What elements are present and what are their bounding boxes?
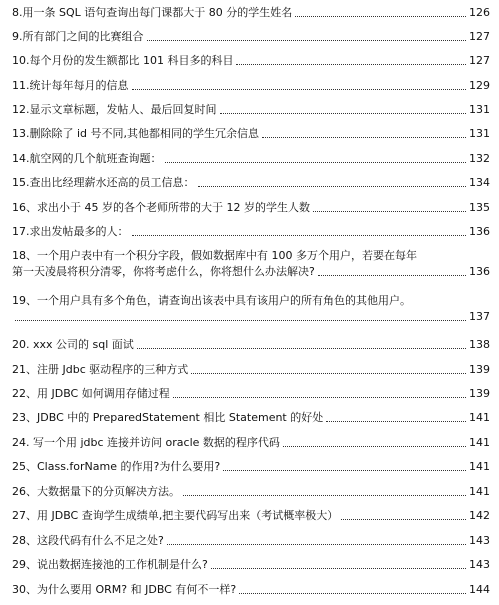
toc-entry-title: 12.显示文章标题，发帖人、最后回复时间 — [12, 103, 217, 116]
dot-leader — [173, 397, 466, 398]
toc-entry-title: 27、用 JDBC 查询学生成绩单,把主要代码写出来（考试概率极大） — [12, 509, 339, 522]
toc-entry-title: 23、JDBC 中的 PreparedStatement 相比 Statement 的好处 — [12, 411, 324, 424]
toc-entry-21[interactable] — [12, 363, 490, 377]
toc-entry-page: 127 — [469, 54, 490, 67]
toc-entry-11[interactable] — [12, 79, 490, 93]
toc-entry-title: 8.用一条 SQL 语句查询出每门课都大于 80 分的学生姓名 — [12, 6, 293, 19]
toc-entry-line2 — [12, 265, 490, 279]
dot-leader — [183, 495, 466, 496]
toc-entry-30[interactable] — [12, 583, 490, 597]
toc-entry-page: 132 — [469, 152, 490, 165]
toc-entry-29[interactable] — [12, 558, 490, 572]
toc-entry-page: 131 — [469, 103, 490, 116]
dot-leader — [262, 137, 466, 138]
dot-leader — [211, 568, 466, 569]
toc-entry-title: 14.航空网的几个航班查询题： — [12, 152, 162, 165]
dot-leader — [313, 211, 466, 212]
dot-leader — [137, 348, 466, 349]
dot-leader — [132, 235, 467, 236]
toc-entry-title: 11.统计每年每月的信息 — [12, 79, 129, 92]
toc-entry-title-line1: 18、一个用户表中有一个积分字段，假如数据库中有 100 多万个用户，若要在每年 — [12, 249, 417, 262]
toc-entry-14[interactable] — [12, 152, 490, 166]
dot-leader — [165, 162, 467, 163]
dot-leader — [198, 186, 467, 187]
toc-entry-26[interactable] — [12, 485, 490, 499]
toc-entry-title: 15.查出比经理薪水还高的员工信息： — [12, 176, 195, 189]
toc-entry-17[interactable] — [12, 225, 490, 239]
dot-leader — [283, 446, 466, 447]
toc-entry-title: 20. xxx 公司的 sql 面试 — [12, 338, 134, 351]
toc-entry-10[interactable] — [12, 54, 490, 68]
toc-entry-page: 136 — [469, 265, 490, 278]
toc-entry-title: 29、说出数据连接池的工作机制是什么? — [12, 558, 208, 571]
toc-entry-page: 139 — [469, 387, 490, 400]
toc-entry-23[interactable] — [12, 411, 490, 425]
toc-entry-page: 141 — [469, 411, 490, 424]
dot-leader — [223, 470, 466, 471]
toc-entry-page: 127 — [469, 30, 490, 43]
toc-entry-page: 131 — [469, 127, 490, 140]
toc-entry-title: 24. 写一个用 jdbc 连接并访问 oracle 数据的程序代码 — [12, 436, 280, 449]
dot-leader — [191, 373, 466, 374]
toc-entry-page: 142 — [469, 509, 490, 522]
toc-entry-line2 — [12, 310, 490, 324]
toc-entry-title: 30、为什么要用 ORM? 和 JDBC 有何不一样? — [12, 583, 237, 596]
toc-entry-28[interactable] — [12, 534, 490, 548]
dot-leader — [318, 275, 466, 276]
toc-entry-20[interactable] — [12, 338, 490, 352]
toc-entry-8[interactable] — [12, 6, 490, 20]
dot-leader — [167, 544, 466, 545]
toc-entry-27[interactable] — [12, 509, 490, 523]
toc-entry-page: 141 — [469, 460, 490, 473]
dot-leader — [341, 519, 466, 520]
dot-leader — [220, 113, 467, 114]
toc-entry-page: 135 — [469, 201, 490, 214]
toc-entry-16[interactable] — [12, 201, 490, 215]
toc-entry-page: 138 — [469, 338, 490, 351]
toc-entry-title: 26、大数据量下的分页解决方法。 — [12, 485, 180, 498]
toc-entry-18[interactable] — [12, 249, 490, 279]
toc-entry-13[interactable] — [12, 127, 490, 141]
toc-entry-title: 9.所有部门之间的比赛组合 — [12, 30, 144, 43]
toc-entry-page: 143 — [469, 558, 490, 571]
toc-entry-22[interactable] — [12, 387, 490, 401]
toc-entry-page: 143 — [469, 534, 490, 547]
toc-entry-page: 141 — [469, 436, 490, 449]
toc-entry-title: 22、用 JDBC 如何调用存储过程 — [12, 387, 170, 400]
toc-entry-title: 16、求出小于 45 岁的各个老师所带的大于 12 岁的学生人数 — [12, 201, 310, 214]
table-of-contents — [12, 0, 490, 605]
toc-entry-title-line1: 19、一个用户具有多个角色，请查询出该表中具有该用户的所有角色的其他用户。 — [12, 294, 411, 307]
toc-entry-title: 17.求出发帖最多的人： — [12, 225, 129, 238]
toc-entry-page: 134 — [469, 176, 490, 189]
dot-leader — [239, 593, 466, 594]
toc-entry-title: 13.删除除了 id 号不同,其他都相同的学生冗余信息 — [12, 127, 260, 140]
toc-entry-title: 28、这段代码有什么不足之处? — [12, 534, 164, 547]
dot-leader — [15, 320, 466, 321]
toc-entry-title: 25、Class.forName 的作用?为什么要用? — [12, 460, 221, 473]
dot-leader — [147, 40, 467, 41]
toc-entry-title-line2: 第一天凌晨将积分清零，你将考虑什么，你将想什么办法解决? — [12, 265, 315, 278]
toc-entry-25[interactable] — [12, 460, 490, 474]
toc-entry-19[interactable] — [12, 294, 490, 324]
toc-entry-page: 136 — [469, 225, 490, 238]
toc-entry-title: 10.每个月份的发生额都比 101 科目多的科目 — [12, 54, 234, 67]
toc-entry-12[interactable] — [12, 103, 490, 117]
toc-entry-page: 144 — [469, 583, 490, 596]
toc-entry-page: 129 — [469, 79, 490, 92]
dot-leader — [236, 64, 466, 65]
dot-leader — [326, 421, 466, 422]
toc-entry-title: 21、注册 Jdbc 驱动程序的三种方式 — [12, 363, 189, 376]
toc-entry-page: 141 — [469, 485, 490, 498]
dot-leader — [295, 16, 466, 17]
dot-leader — [132, 89, 467, 90]
toc-entry-page: 126 — [469, 6, 490, 19]
toc-entry-15[interactable] — [12, 176, 490, 190]
toc-entry-page: 137 — [469, 310, 490, 323]
toc-entry-page: 139 — [469, 363, 490, 376]
toc-entry-24[interactable] — [12, 436, 490, 450]
toc-entry-9[interactable] — [12, 30, 490, 44]
